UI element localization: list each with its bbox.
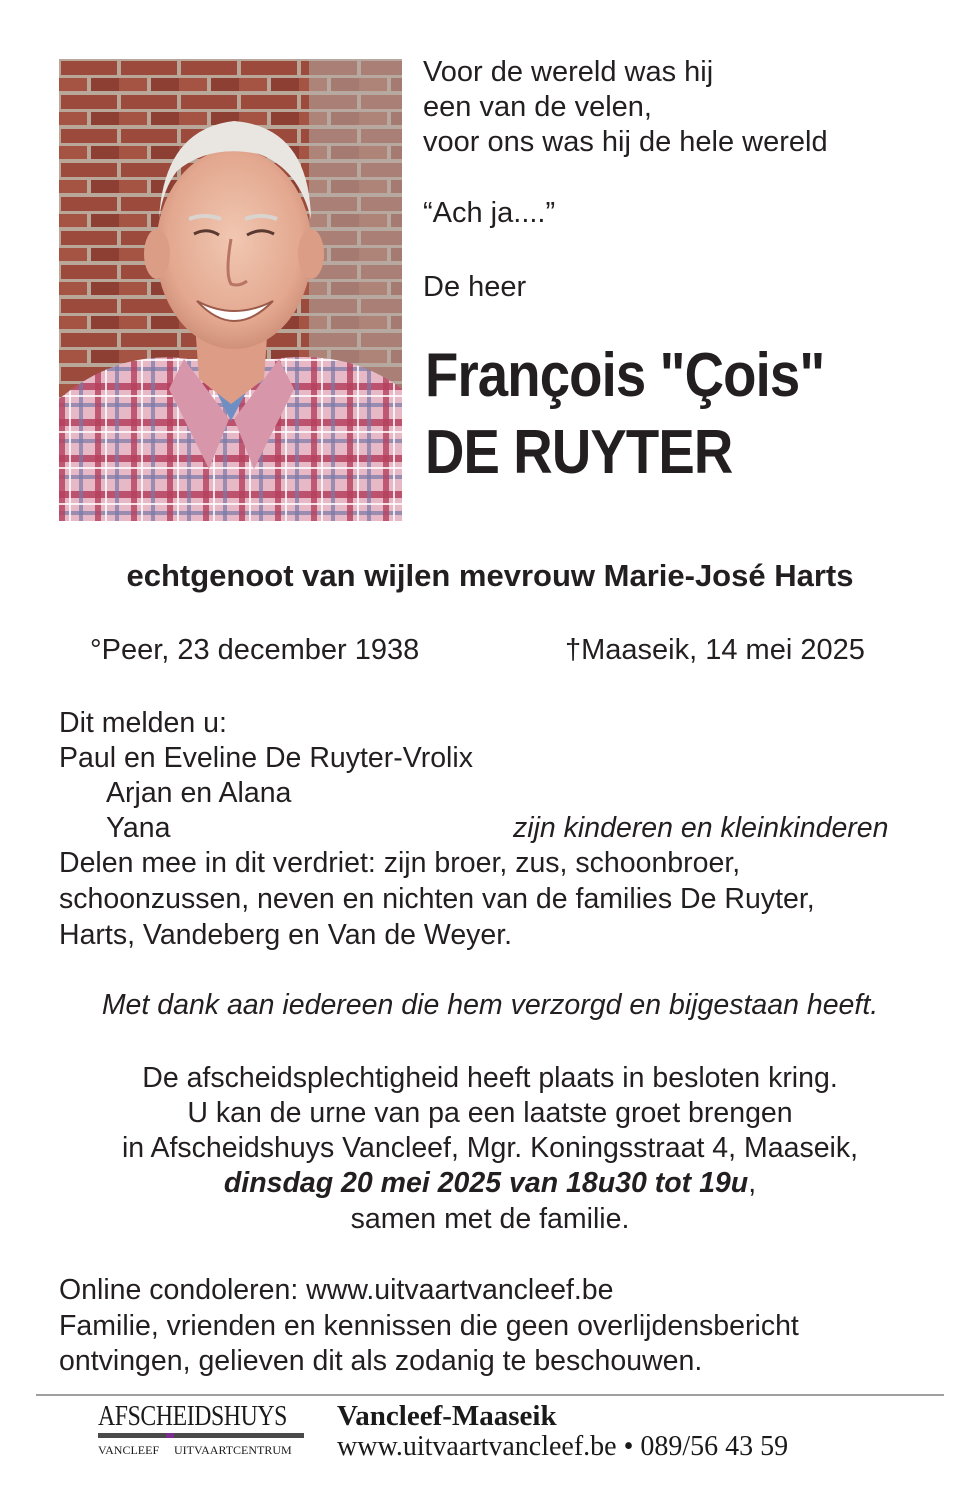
family-line-1: Paul en Eveline De Ruyter-Vrolix: [59, 742, 473, 774]
footer-divider: [36, 1394, 944, 1396]
ceremony-line-1: De afscheidsplechtigheid heeft plaats in besloten kring.: [142, 1062, 838, 1094]
poem-line-3: voor ons was hij de hele wereld: [423, 126, 828, 158]
family-line-3: Yana: [106, 812, 171, 844]
logo-sub-vancleef: VANCLEEF: [98, 1443, 160, 1457]
portrait-image: [59, 59, 402, 521]
ceremony-line-2: U kan de urne van pa een laatste groet brengen: [187, 1097, 793, 1129]
spouse-line: echtgenoot van wijlen mevrouw Marie-José Harts: [126, 558, 854, 593]
portrait-photo: [59, 59, 402, 521]
logo-sub-uitvaartcentrum: UITVAARTCENTRUM: [174, 1443, 292, 1457]
footer-company: Vancleef-Maaseik: [337, 1400, 557, 1432]
logo-bar-dark: [98, 1433, 166, 1438]
poem-line-1: Voor de wereld was hij: [423, 56, 714, 88]
ceremony-line-5: samen met de familie.: [350, 1203, 630, 1235]
poem-line-2: een van de velen,: [423, 91, 652, 123]
notice-line-1: Familie, vrienden en kennissen die geen overlijdensbericht: [59, 1310, 799, 1342]
family-line-6: Harts, Vandeberg en Van de Weyer.: [59, 919, 513, 951]
logo-bar-dark-right: [174, 1433, 304, 1438]
logo-afscheidshuys: AFSCHEIDSHUYS: [98, 1400, 287, 1432]
footer-contact[interactable]: www.uitvaartvancleef.be • 089/56 43 59: [337, 1431, 789, 1462]
birth-date: °Peer, 23 december 1938: [90, 634, 420, 666]
notice-line-2: ontvingen, gelieven dit als zodanig te beschouwen.: [59, 1345, 703, 1377]
visitation-comma: ,: [748, 1167, 757, 1199]
deceased-first-name: François "Çois": [425, 341, 825, 410]
family-line-4: Delen mee in dit verdriet: zijn broer, zus, schoonbroer,: [59, 847, 741, 879]
ceremony-line-4: [0, 1166, 980, 1201]
quote-ach-ja: “Ach ja....”: [423, 197, 556, 229]
family-line-5: schoonzussen, neven en nichten van de families De Ruyter,: [59, 883, 815, 915]
ceremony-line-3: in Afscheidshuys Vancleef, Mgr. Koningsstraat 4, Maaseik,: [121, 1132, 859, 1164]
family-relation: zijn kinderen en kleinkinderen: [513, 812, 889, 844]
logo-bar-accent: [166, 1433, 174, 1438]
thanks-line: Met dank aan iedereen die hem verzorgd en bijgestaan heeft.: [101, 989, 879, 1021]
online-condolence: Online condoleren: www.uitvaartvancleef.be: [59, 1274, 614, 1306]
death-date: †Maaseik, 14 mei 2025: [565, 634, 865, 666]
salutation: De heer: [423, 271, 527, 303]
family-line-2: Arjan en Alana: [106, 777, 292, 809]
visitation-datetime: dinsdag 20 mei 2025 van 18u30 tot 19u: [223, 1167, 749, 1199]
deceased-last-name: DE RUYTER: [425, 418, 733, 487]
family-intro: Dit melden u:: [59, 707, 227, 739]
